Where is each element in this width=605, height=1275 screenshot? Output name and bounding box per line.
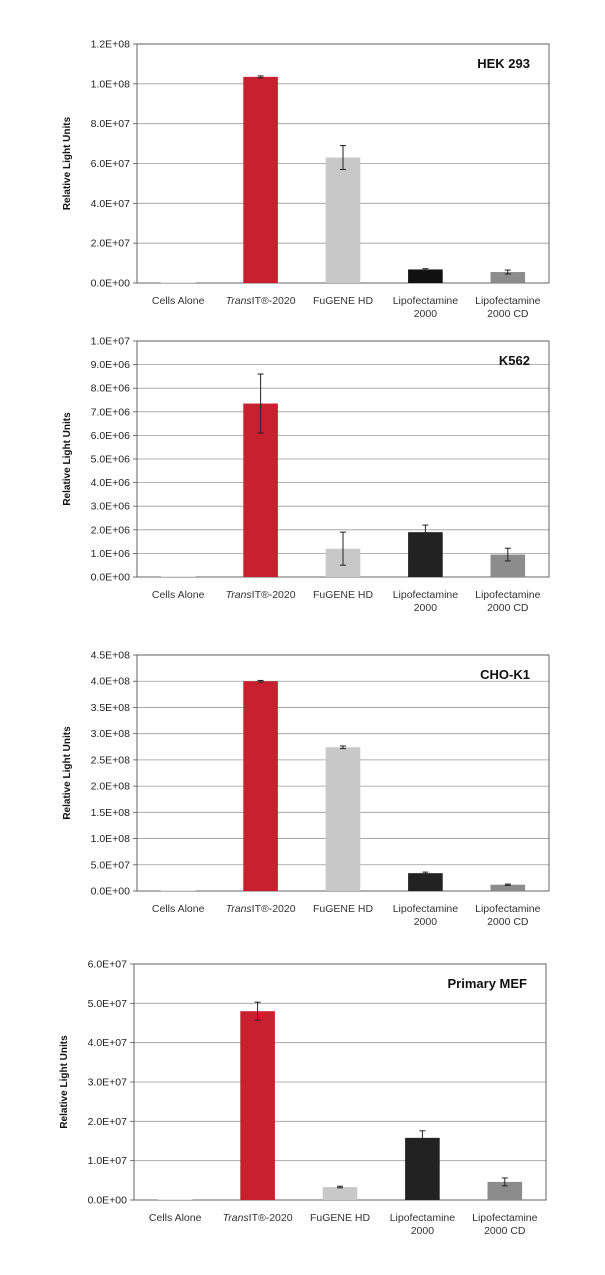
chart-title: CHO-K1 bbox=[480, 667, 530, 682]
x-category-label: TransIT®-2020 bbox=[225, 589, 296, 601]
bar bbox=[161, 282, 196, 283]
y-axis-label: Relative Light Units bbox=[62, 116, 73, 211]
x-category-label-line2: 2000 bbox=[413, 308, 438, 320]
x-category-label-line2: 2000 CD bbox=[487, 308, 529, 320]
y-tick-label: 4.0E+06 bbox=[90, 477, 130, 490]
x-category-label: Lipofectamine bbox=[392, 903, 459, 915]
bar bbox=[326, 158, 361, 283]
y-axis-label: Relative Light Units bbox=[59, 1035, 70, 1129]
x-category-label-line2: 2000 bbox=[413, 916, 438, 928]
y-tick-label: 0.0E+00 bbox=[90, 571, 130, 584]
y-tick-label: 4.0E+07 bbox=[87, 1037, 127, 1050]
x-category-label: Lipofectamine bbox=[475, 903, 541, 915]
y-tick-label: 9.0E+06 bbox=[90, 359, 130, 372]
y-tick-label: 1.0E+07 bbox=[87, 1155, 127, 1168]
y-tick-label: 1.0E+06 bbox=[90, 547, 130, 560]
y-tick-label: 1.2E+08 bbox=[90, 38, 130, 51]
y-tick-label: 3.0E+08 bbox=[90, 728, 130, 741]
y-tick-label: 3.0E+06 bbox=[90, 500, 130, 513]
y-tick-label: 4.0E+07 bbox=[90, 197, 130, 210]
chart-title: HEK 293 bbox=[477, 56, 530, 71]
y-tick-label: 5.0E+07 bbox=[87, 997, 127, 1010]
bar bbox=[408, 269, 443, 283]
chart-title: K562 bbox=[498, 353, 530, 368]
y-axis-label: Relative Light Units bbox=[62, 726, 73, 820]
x-category-label: Lipofectamine bbox=[392, 295, 459, 307]
x-category-label-line2: 2000 CD bbox=[484, 1225, 526, 1237]
y-tick-label: 0.0E+00 bbox=[90, 885, 130, 898]
y-tick-label: 1.5E+08 bbox=[90, 806, 130, 819]
chart-panel-1 bbox=[62, 39, 549, 321]
y-tick-label: 8.0E+06 bbox=[90, 382, 130, 395]
x-category-label-line2: 2000 CD bbox=[487, 602, 529, 614]
bar bbox=[243, 77, 278, 283]
bar bbox=[240, 1011, 275, 1200]
y-tick-label: 1.0E+08 bbox=[90, 833, 130, 846]
x-category-label: FuGENE HD bbox=[312, 295, 374, 307]
y-tick-label: 4.5E+08 bbox=[90, 649, 130, 662]
x-category-label: Cells Alone bbox=[148, 1212, 202, 1224]
y-tick-label: 0.0E+00 bbox=[87, 1194, 127, 1207]
x-category-label: FuGENE HD bbox=[312, 903, 374, 915]
y-tick-label: 6.0E+06 bbox=[90, 429, 130, 442]
x-category-label: Lipofectamine bbox=[472, 1212, 538, 1224]
x-category-label: Cells Alone bbox=[151, 589, 205, 601]
bar bbox=[326, 747, 361, 891]
chart-panel-4 bbox=[59, 959, 546, 1238]
y-tick-label: 1.0E+07 bbox=[90, 335, 130, 348]
y-tick-label: 7.0E+06 bbox=[90, 406, 130, 419]
y-axis-label: Relative Light Units bbox=[62, 412, 73, 506]
x-category-label-line2: 2000 bbox=[410, 1225, 435, 1237]
y-tick-label: 2.0E+06 bbox=[90, 524, 130, 537]
x-category-label: Lipofectamine bbox=[389, 1212, 456, 1224]
bar bbox=[158, 1199, 193, 1200]
x-category-label: TransIT®-2020 bbox=[222, 1212, 293, 1224]
bar bbox=[405, 1138, 440, 1200]
y-tick-label: 2.0E+07 bbox=[90, 237, 130, 250]
x-category-label: Lipofectamine bbox=[392, 589, 459, 601]
bar bbox=[243, 681, 278, 891]
bar bbox=[161, 890, 196, 891]
y-tick-label: 5.0E+07 bbox=[90, 859, 130, 872]
y-tick-label: 1.0E+08 bbox=[90, 78, 130, 91]
x-category-label-line2: 2000 bbox=[413, 602, 438, 614]
x-category-label: Cells Alone bbox=[151, 903, 205, 915]
y-tick-label: 2.5E+08 bbox=[90, 754, 130, 767]
x-category-label: Cells Alone bbox=[151, 295, 205, 307]
x-category-label: Lipofectamine bbox=[475, 295, 541, 307]
y-tick-label: 3.5E+08 bbox=[90, 701, 130, 714]
y-tick-label: 6.0E+07 bbox=[87, 958, 127, 971]
y-tick-label: 5.0E+06 bbox=[90, 453, 130, 466]
x-category-label: TransIT®-2020 bbox=[225, 295, 296, 307]
y-tick-label: 8.0E+07 bbox=[90, 118, 130, 131]
x-category-label: Lipofectamine bbox=[475, 589, 541, 601]
y-tick-label: 3.0E+07 bbox=[87, 1076, 127, 1089]
x-category-label: FuGENE HD bbox=[312, 589, 374, 601]
x-category-label: TransIT®-2020 bbox=[225, 903, 296, 915]
y-tick-label: 6.0E+07 bbox=[90, 158, 130, 170]
y-tick-label: 0.0E+00 bbox=[90, 277, 130, 290]
y-tick-label: 2.0E+07 bbox=[87, 1115, 127, 1128]
x-category-label: FuGENE HD bbox=[309, 1212, 371, 1224]
x-category-label-line2: 2000 CD bbox=[487, 916, 529, 928]
bar bbox=[323, 1187, 358, 1200]
chart-title: Primary MEF bbox=[447, 976, 527, 991]
y-tick-label: 2.0E+08 bbox=[90, 780, 130, 793]
chart-panel-3 bbox=[62, 650, 549, 929]
bar bbox=[408, 873, 443, 891]
y-tick-label: 4.0E+08 bbox=[90, 675, 130, 688]
chart-panel-2 bbox=[62, 336, 549, 615]
bar bbox=[161, 576, 196, 577]
